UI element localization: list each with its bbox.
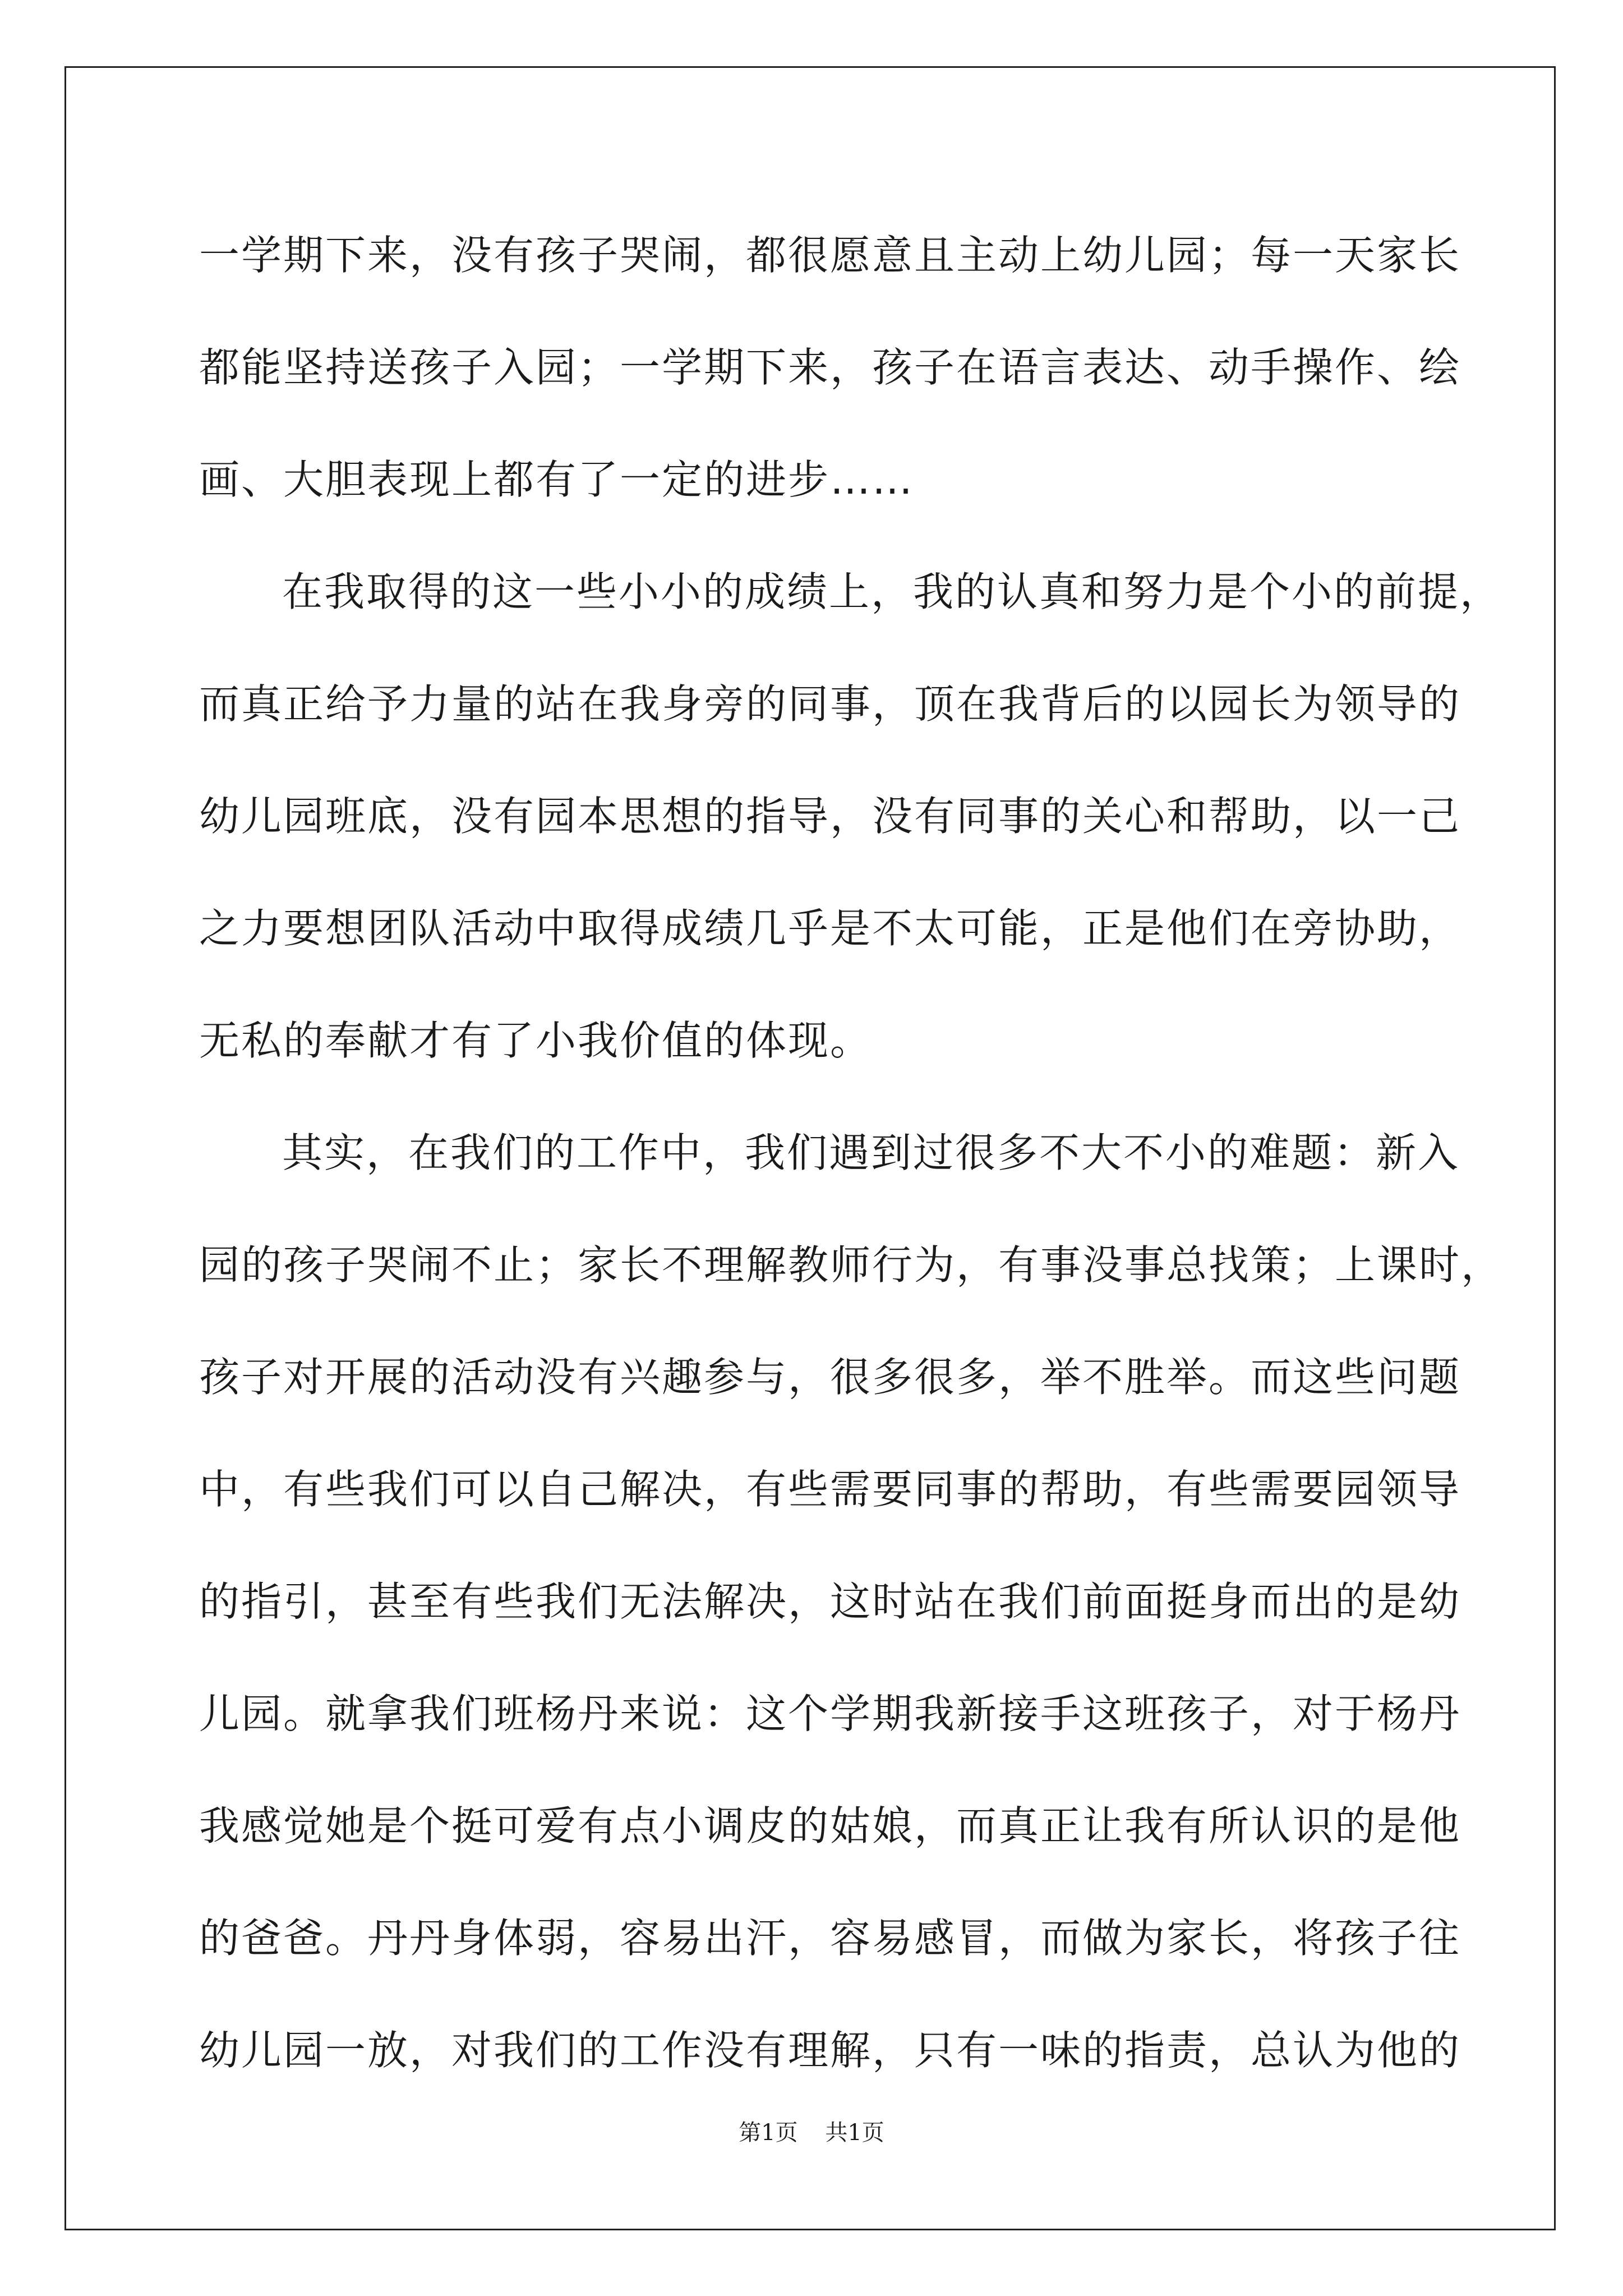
text-line: 在我取得的这一些小小的成绩上，我的认真和努力是个小的前提， bbox=[282, 568, 1502, 615]
text-line: 画、大胆表现上都有了一定的进步…… bbox=[199, 456, 915, 503]
text-line: 无私的奉献才有了小我价值的体现。 bbox=[199, 1017, 873, 1064]
text-line: 孩子对开展的活动没有兴趣参与，很多很多，举不胜举。而这些问题 bbox=[199, 1354, 1461, 1401]
text-line: 的指引，甚至有些我们无法解决，这时站在我们前面挺身而出的是幼 bbox=[199, 1578, 1461, 1625]
text-line: 园的孩子哭闹不止；家长不理解教师行为，有事没事总找策；上课时， bbox=[199, 1241, 1504, 1289]
text-line: 之力要想团队活动中取得成绩几乎是不太可能，正是他们在旁协助， bbox=[199, 905, 1461, 952]
text-line: 其实，在我们的工作中，我们遇到过很多不大不小的难题：新入 bbox=[282, 1129, 1460, 1176]
text-line: 而真正给予力量的站在我身旁的同事，顶在我背后的以园长为领导的 bbox=[199, 680, 1461, 728]
text-line: 的爸爸。丹丹身体弱，容易出汗，容易感冒，而做为家长，将孩子往 bbox=[199, 1915, 1461, 1962]
page-footer bbox=[0, 2115, 1623, 2147]
text-line: 中，有些我们可以自己解决，有些需要同事的帮助，有些需要园领导 bbox=[199, 1466, 1461, 1513]
paragraph-1 bbox=[199, 199, 1461, 536]
text-line: 我感觉她是个挺可爱有点小调皮的姑娘，而真正让我有所认识的是他 bbox=[199, 1802, 1461, 1849]
text-line: 幼儿园一放，对我们的工作没有理解，只有一味的指责，总认为他的 bbox=[199, 2027, 1461, 2074]
text-line: 儿园。就拿我们班杨丹来说：这个学期我新接手这班孩子，对于杨丹 bbox=[199, 1690, 1461, 1737]
paragraph-3 bbox=[199, 1097, 1504, 2106]
document-body bbox=[199, 199, 1504, 2106]
text-line: 一学期下来，没有孩子哭闹，都很愿意且主动上幼儿园；每一天家长 bbox=[199, 232, 1461, 279]
paragraph-2 bbox=[199, 536, 1502, 1097]
text-line: 幼儿园班底，没有园本思想的指导，没有同事的关心和帮助，以一己 bbox=[199, 793, 1461, 840]
page-number: 第1页 bbox=[739, 2120, 798, 2146]
text-line: 都能坚持送孩子入园；一学期下来，孩子在语言表达、动手操作、绘 bbox=[199, 344, 1461, 391]
page-total: 共1页 bbox=[825, 2120, 884, 2146]
